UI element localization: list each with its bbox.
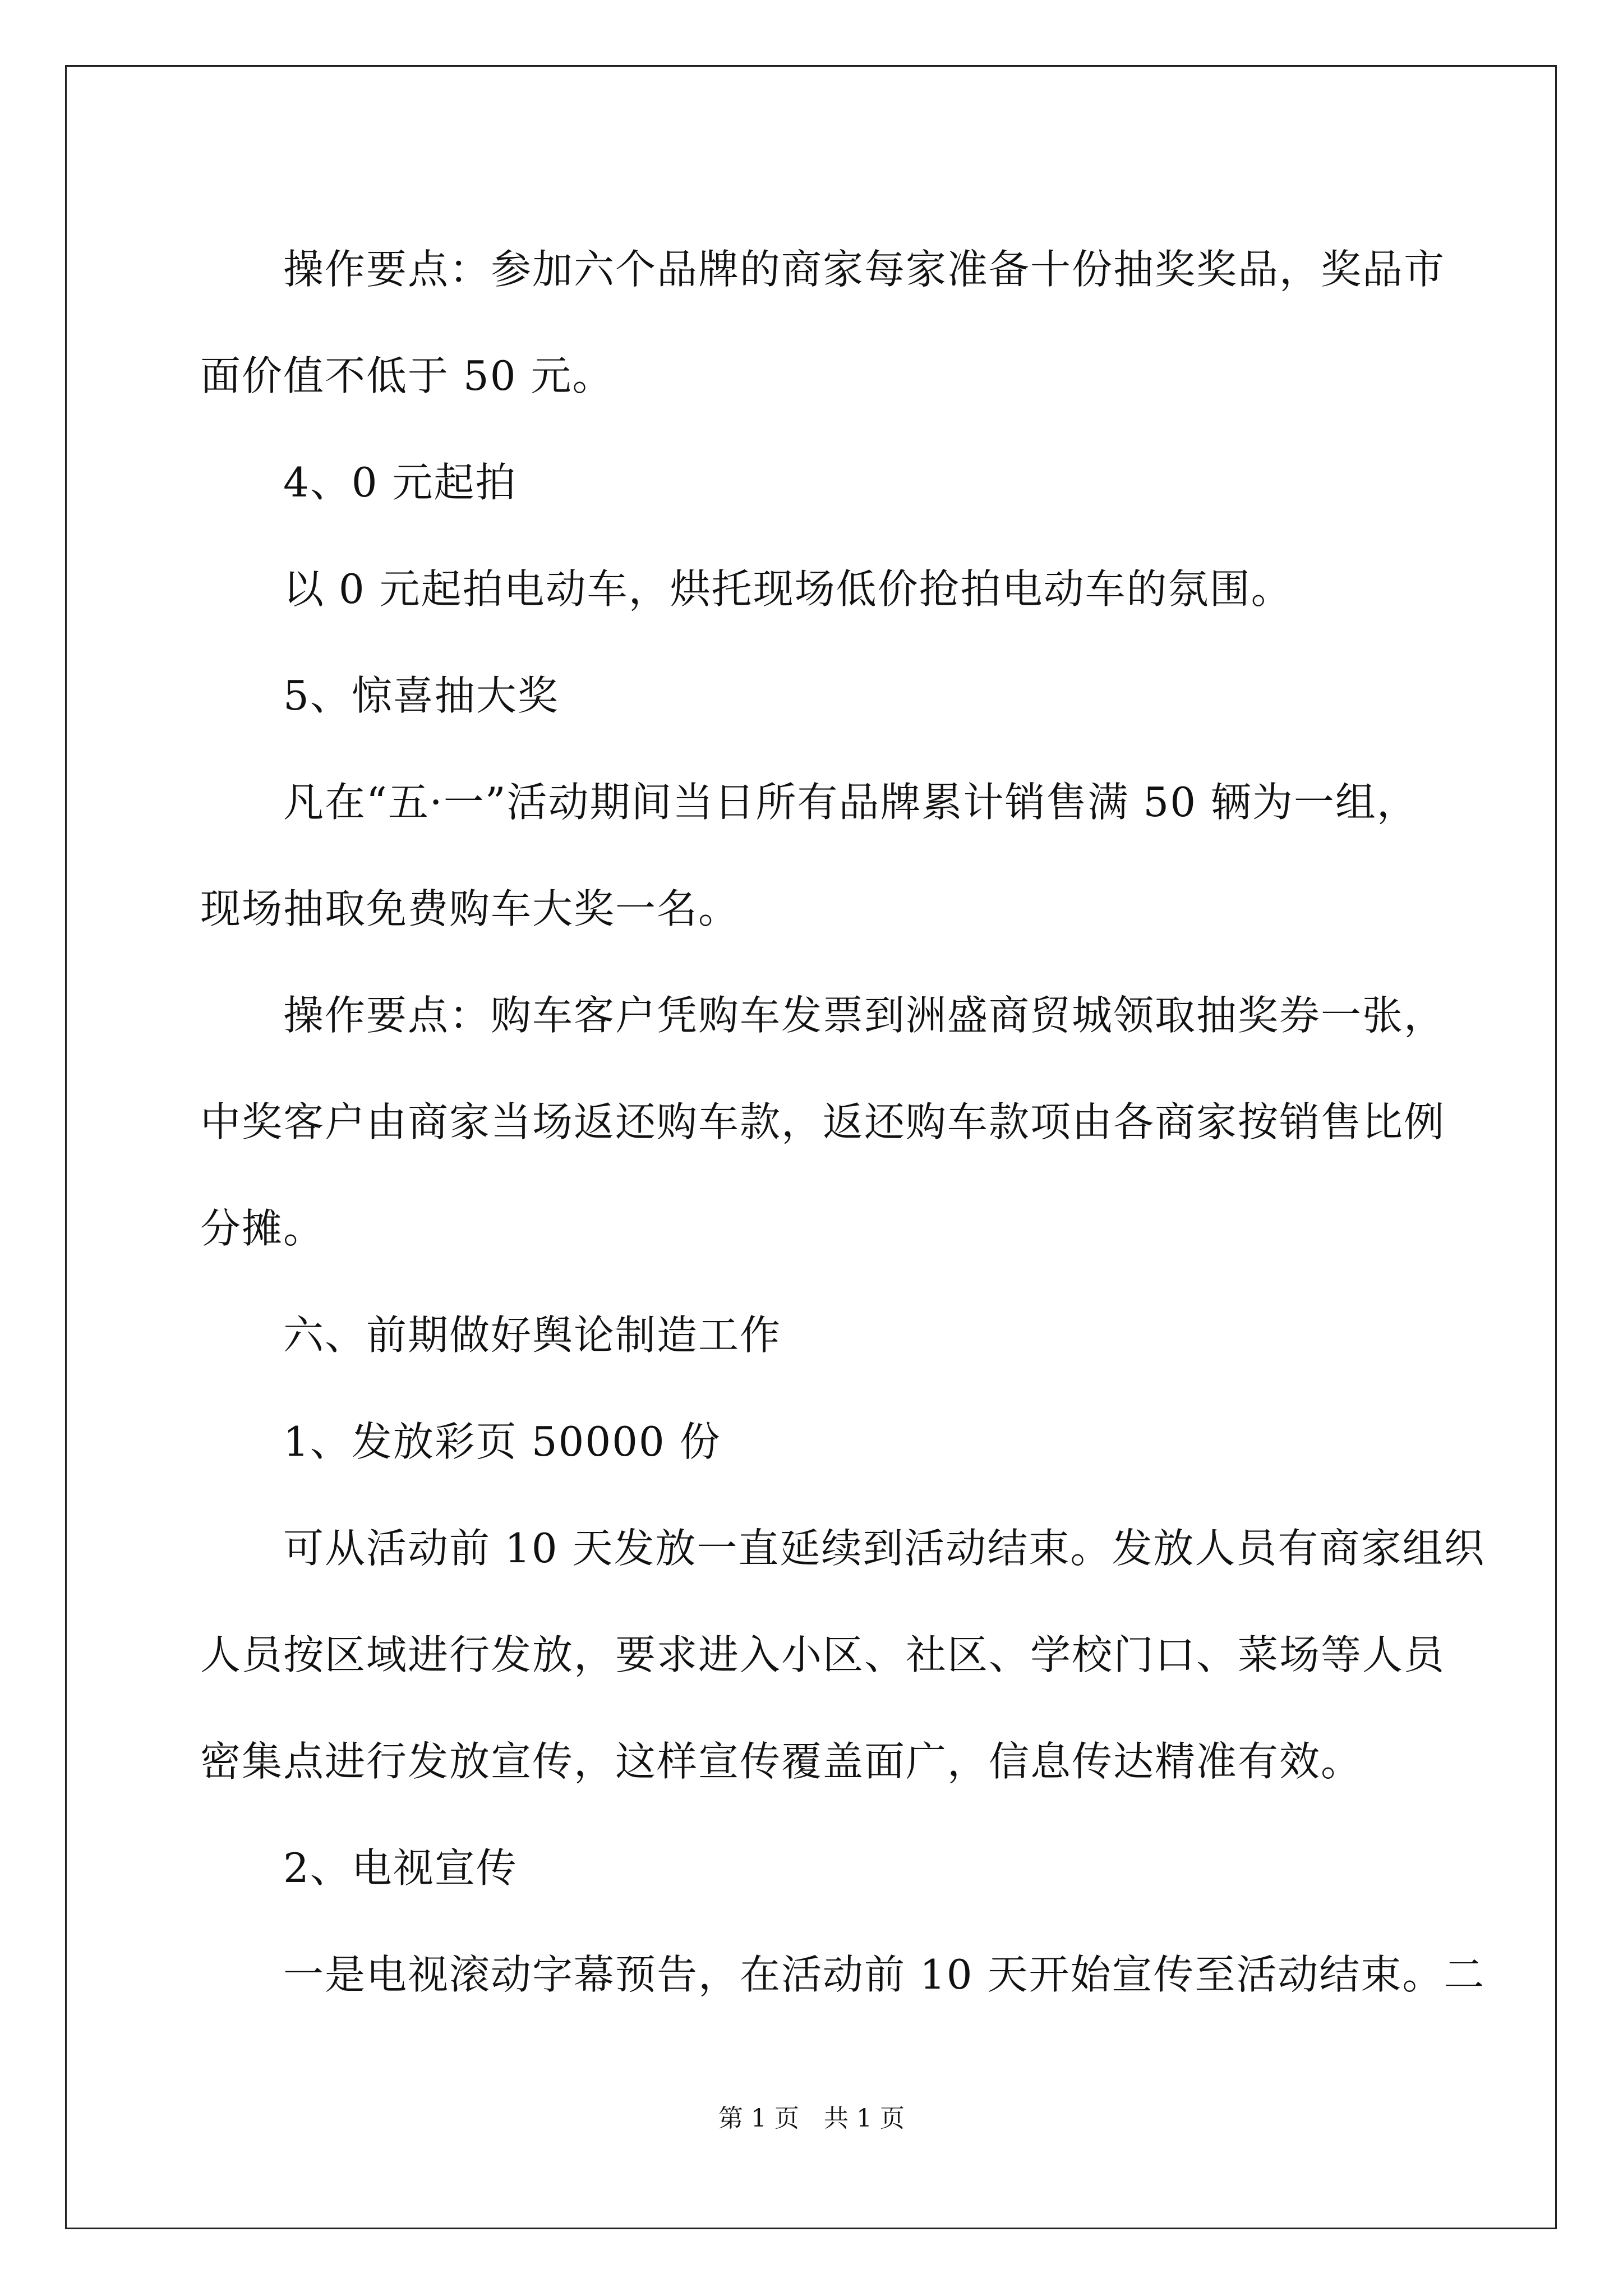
paragraph-line: 现场抽取免费购车大奖一名。 xyxy=(200,885,740,932)
section-heading: 2、电视宣传 xyxy=(200,1844,518,1892)
paragraph-line: 面价值不低于 50 元。 xyxy=(200,352,614,399)
paragraph-line: 中奖客户由商家当场返还购车款，返还购车款项由各商家按销售比例 xyxy=(200,1098,1446,1145)
paragraph-line: 人员按区域进行发放，要求进入小区、社区、学校门口、菜场等人员 xyxy=(200,1631,1446,1678)
section-heading: 4、0 元起拍 xyxy=(200,459,517,506)
paragraph-line: 操作要点：参加六个品牌的商家每家准备十份抽奖奖品，奖品市 xyxy=(200,246,1446,293)
section-heading: 1、发放彩页 50000 份 xyxy=(200,1418,721,1465)
paragraph-line: 一是电视滚动字幕预告，在活动前 10 天开始宣传至活动结束。二 xyxy=(200,1951,1486,1998)
paragraph-line: 密集点进行发放宣传，这样宣传覆盖面广，信息传达精准有效。 xyxy=(200,1738,1363,1785)
page-footer: 第 1 页 共 1 页 xyxy=(718,2104,905,2133)
paragraph-line: 凡在“五·一”活动期间当日所有品牌累计销售满 50 辆为一组， xyxy=(200,779,1418,826)
paragraph-line: 以 0 元起拍电动车，烘托现场低价抢拍电动车的氛围。 xyxy=(200,565,1293,613)
paragraph-line: 操作要点：购车客户凭购车发票到洲盛商贸城领取抽奖券一张， xyxy=(200,992,1446,1039)
document-body xyxy=(200,216,1486,2028)
paragraph-line: 分摊。 xyxy=(200,1205,325,1252)
section-heading: 六、前期做好舆论制造工作 xyxy=(200,1312,782,1359)
section-heading: 5、惊喜抽大奖 xyxy=(200,672,559,719)
paragraph-line: 可从活动前 10 天发放一直延续到活动结束。发放人员有商家组织 xyxy=(200,1525,1486,1572)
